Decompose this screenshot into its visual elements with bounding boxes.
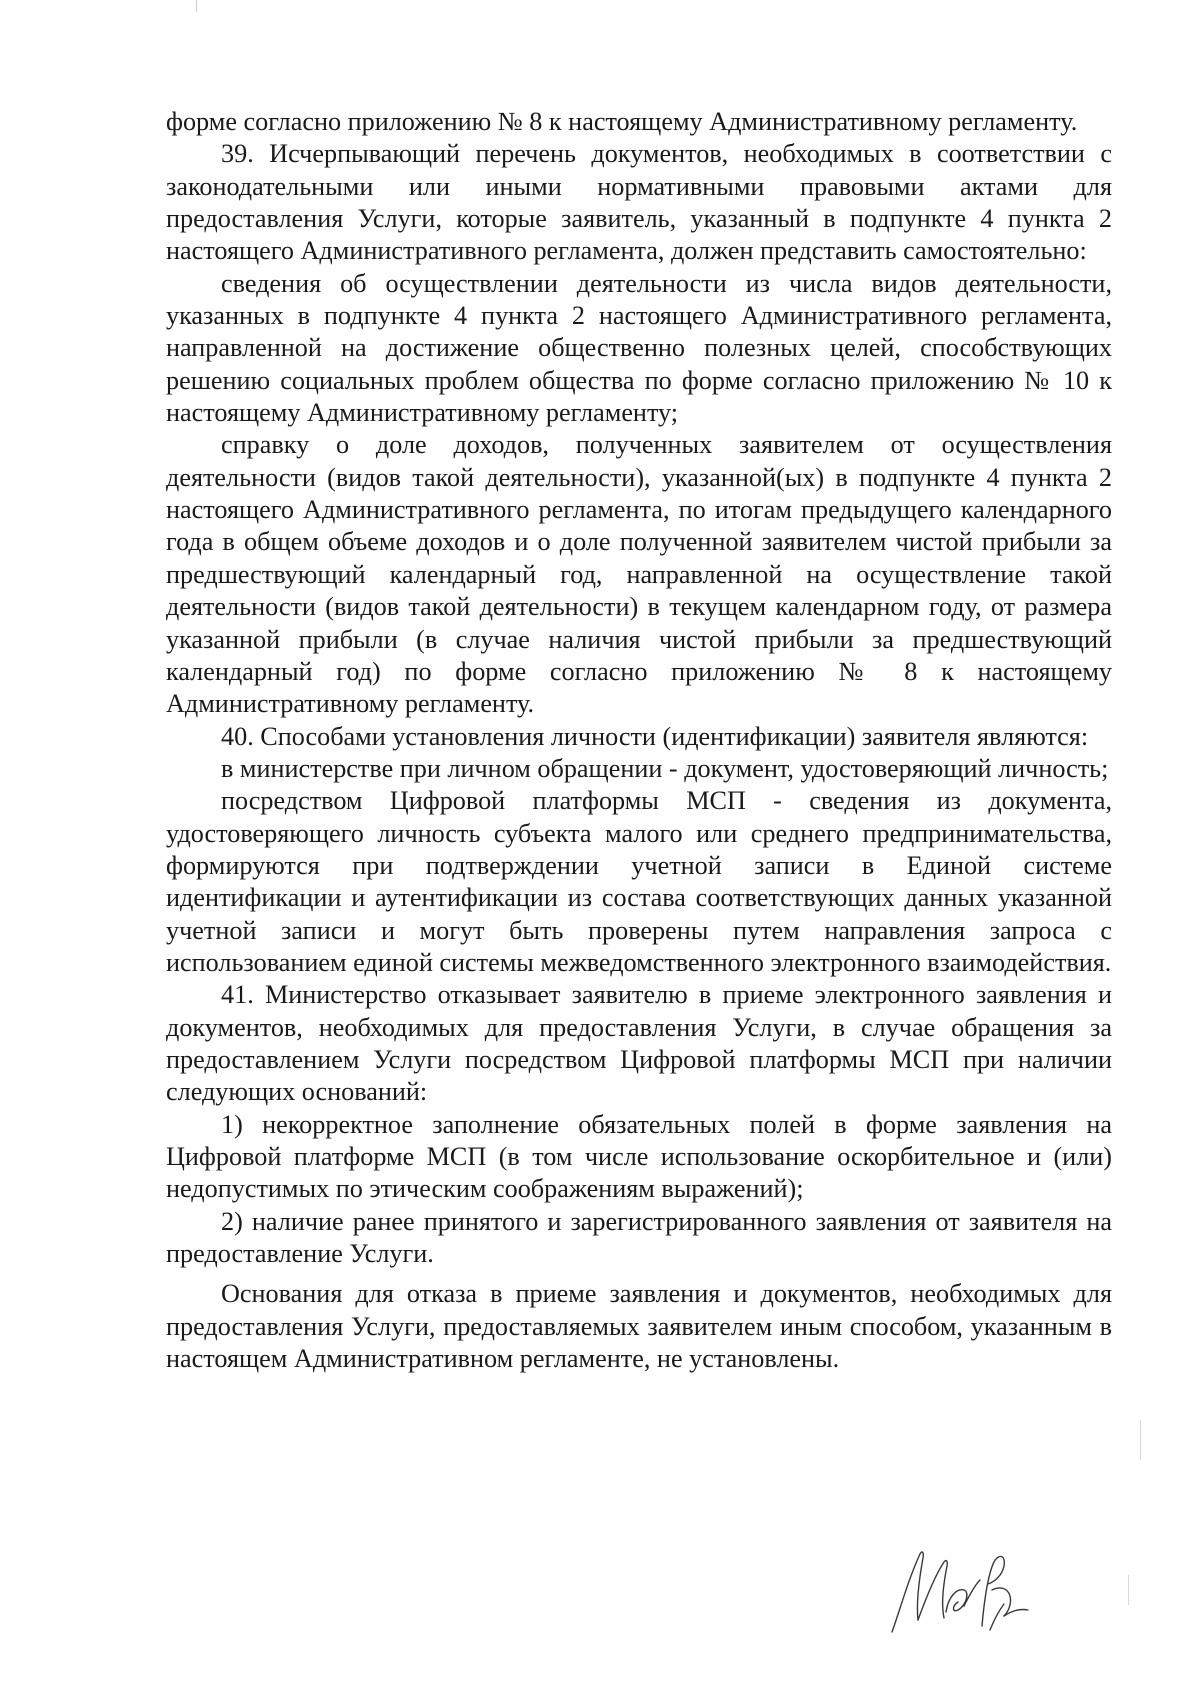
handwritten-signature	[886, 1540, 1036, 1640]
scan-artifact	[1140, 1420, 1141, 1460]
paragraph-40-item-ministry: в министерстве при личном обращении - документ, удостоверяющий личность;	[221, 753, 1109, 783]
paragraph-continuation: форме согласно приложению № 8 к настоящему Административному регламенту.	[166, 107, 1078, 136]
scan-artifact	[196, 0, 197, 12]
paragraph-41: 41. Министерство отказывает заявителю в приеме электронного заявления и документов, необходимых для предоставления Услуги, в случае обращения за предоставлением Услуги посредством Цифровой платформы МСП при наличии следующих оснований:	[166, 980, 1112, 1107]
paragraph-40-item-platform: посредством Цифровой платформы МСП - сведения из документа, удостоверяющего личность субъекта малого или среднего предпринимательства, формируются при подтверждении учетной записи в Единой системе идентификации и аутентификации из состава соответствующих данных указанной учетной записи и могут быть проверены путем направления запроса с использованием единой системы межведомственного электронного взаимодействия.	[166, 786, 1112, 977]
paragraph-39-item-certificate: справку о доле доходов, полученных заявителем от осуществления деятельности (видов такой деятельности), указанной(ых) в подпункте 4 пункта 2 настоящего Административного регламента, по итогам предыдущего календарного года в общем объеме доходов и о доле полученной заявителем чистой прибыли за предшествующий календарный год, направленной на осуществление такой деятельности (видов такой деятельности) в текущем календарном году, от размера указанной прибыли (в случае наличия чистой прибыли за предшествующий календарный год) по форме согласно приложению № 8 к настоящему Административному регламенту.	[166, 430, 1112, 719]
paragraph-41-item-1: 1) некорректное заполнение обязательных полей в форме заявления на Цифровой платформе МСП (в том числе использование оскорбительное и (или) недопустимых по этическим соображениям выражений);	[166, 1109, 1112, 1204]
scan-artifact	[1128, 1575, 1129, 1605]
paragraph-39-item-info: сведения об осуществлении деятельности из числа видов деятельности, указанных в подпункте 4 пункта 2 настоящего Административного регламента, направленной на достижение общественно полезных целей, способствующих решению социальных проблем общества по форме согласно приложению № 10 к настоящему Административному регламенту;	[166, 268, 1112, 428]
paragraph-refusal-grounds: Основания для отказа в приеме заявления и документов, необходимых для предоставления Услуги, предоставляемых заявителем иным способом, указанным в настоящем Административном регламенте, не установлены.	[166, 1279, 1112, 1374]
paragraph-40: 40. Способами установления личности (идентификации) заявителя являются:	[221, 721, 1089, 751]
document-body	[166, 106, 1112, 1375]
paragraph-39: 39. Исчерпывающий перечень документов, необходимых в соответствии с законодательными или иными нормативными правовыми актами для предоставления Услуги, которые заявитель, указанный в подпункте 4 пункта 2 настоящего Административного регламента, должен представить самостоятельно:	[166, 139, 1112, 266]
paragraph-41-item-2: 2) наличие ранее принятого и зарегистрированного заявления от заявителя на предоставление Услуги.	[166, 1206, 1112, 1269]
